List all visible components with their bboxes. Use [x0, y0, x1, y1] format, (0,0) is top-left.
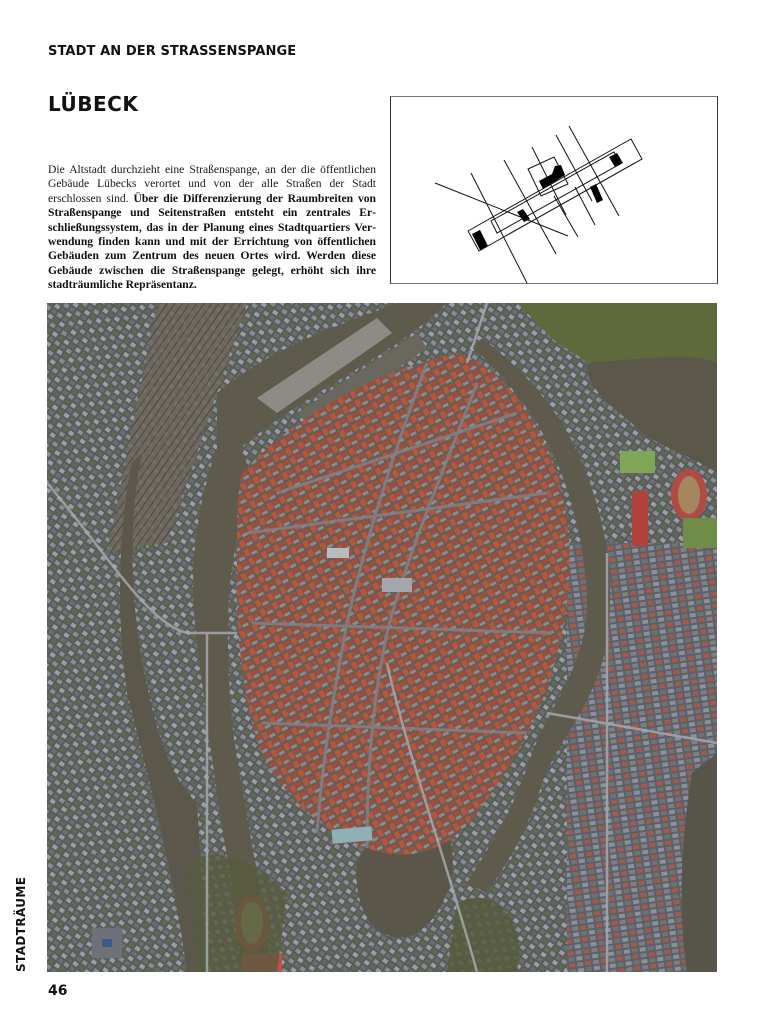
body-text-emphasis: Über die Differenzierung der Raumbreiten von Straßenspange und Seitenstraßen entsteht ein zentrales Erschließungssystem, das in der Planung eines Stadtquartiers Verwendung finden kann und mit der Errichtung von öffentlichen Gebäuden zum Zentrum des neuen Ortes wird. Werden diese Gebäude zwischen die Straßenspange gelegt, erhöht sich ihre stadträumliche Repräsentanz.: [48, 191, 377, 292]
street-spine-diagram-graphic: [391, 97, 717, 283]
section-title: STADT AN DER STRASSENSPANGE: [48, 44, 297, 59]
page-number: 46: [48, 983, 68, 999]
page-title: LÜBECK: [48, 92, 139, 116]
aerial-photo: [47, 303, 717, 972]
building-block-5: [609, 153, 623, 167]
public-buildings: [472, 153, 623, 250]
spine-inner-outline: [491, 152, 620, 233]
schematic-diagram: [390, 96, 718, 284]
body-paragraph: [48, 163, 376, 293]
section-side-label: STADTRÄUME: [14, 876, 28, 972]
aerial-city-view: [47, 303, 717, 972]
building-block-1: [472, 230, 488, 250]
body-text-intro: Die Altstadt durchzieht eine Straßenspange, an der die öffentlichen Gebäude Lübecks verortet und von der alle Straßen der Stadt erschlossen sind.: [48, 163, 376, 205]
